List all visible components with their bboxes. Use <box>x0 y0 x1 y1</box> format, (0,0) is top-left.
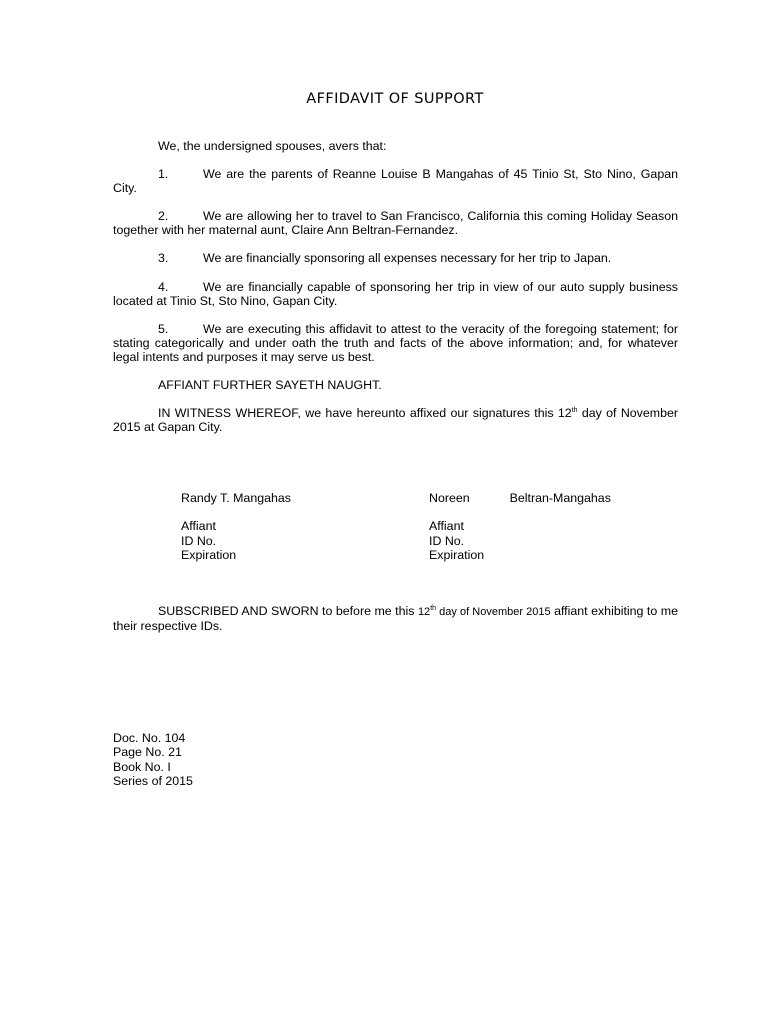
signatory-block-2 <box>429 491 611 562</box>
document-title: AFFIDAVIT OF SUPPORT <box>306 91 484 107</box>
further-sayeth-paragraph: AFFIANT FURTHER SAYETH NAUGHT. <box>158 378 382 392</box>
doc-number: Doc. No. 104 <box>113 731 186 745</box>
list-item-1 <box>113 167 678 195</box>
signatory-role: Affiant <box>429 519 464 534</box>
signatory-expiration: Expiration <box>429 547 485 562</box>
item-number: 4. <box>158 280 169 294</box>
series-year: Series of 2015 <box>113 774 193 789</box>
signatory-block-1 <box>181 491 291 562</box>
item-text: We are financially sponsoring all expenses necessary for her trip to Japan. <box>203 251 612 265</box>
book-number: Book No. I <box>113 759 171 774</box>
page-number: Page No. 21 <box>113 745 182 760</box>
item-number: 2. <box>158 209 169 223</box>
item-text: We are the parents of Reanne Louise B Mangahas of 45 Tinio St, Sto Nino, Gapan City. <box>113 167 678 196</box>
list-item-5 <box>113 322 678 365</box>
list-item-4 <box>113 280 678 308</box>
subscribed-paragraph: SUBSCRIBED AND SWORN to before me this 12th day of November 2015 affiant exhibiting to me their respective IDs. <box>113 604 678 634</box>
item-number: 5. <box>158 322 169 336</box>
signatory-name: Randy T. Mangahas <box>181 491 291 505</box>
item-text: We are financially capable of sponsoring her trip in view of our auto supply business located at Tinio St, Sto Nino, Gapan City. <box>113 280 678 309</box>
list-item-3 <box>113 251 678 265</box>
item-number: 3. <box>158 251 169 265</box>
notarial-doc-info <box>113 731 193 789</box>
list-item-2 <box>113 209 678 237</box>
item-text: We are allowing her to travel to San Francisco, California this coming Holiday Season together with her maternal aunt, Claire Ann Beltran-Fernandez. <box>113 209 678 238</box>
witness-paragraph: IN WITNESS WHEREOF, we have hereunto affixed our signatures this 12th day of November 2015 at Gapan City. <box>113 406 678 435</box>
signatory-id: ID No. <box>429 533 465 548</box>
intro-paragraph: We, the undersigned spouses, avers that: <box>158 139 387 153</box>
signatory-expiration: Expiration <box>181 547 237 562</box>
signatory-role: Affiant <box>181 519 216 534</box>
signatory-id: ID No. <box>181 533 217 548</box>
signatory-name: Noreen Beltran-Mangahas <box>429 491 611 505</box>
item-number: 1. <box>158 167 169 181</box>
item-text: We are executing this affidavit to attest to the veracity of the foregoing statement; for stating categorically and under oath the truth and facts of the above information; and, for whatever legal intents and purposes it may serve us best. <box>113 322 678 365</box>
